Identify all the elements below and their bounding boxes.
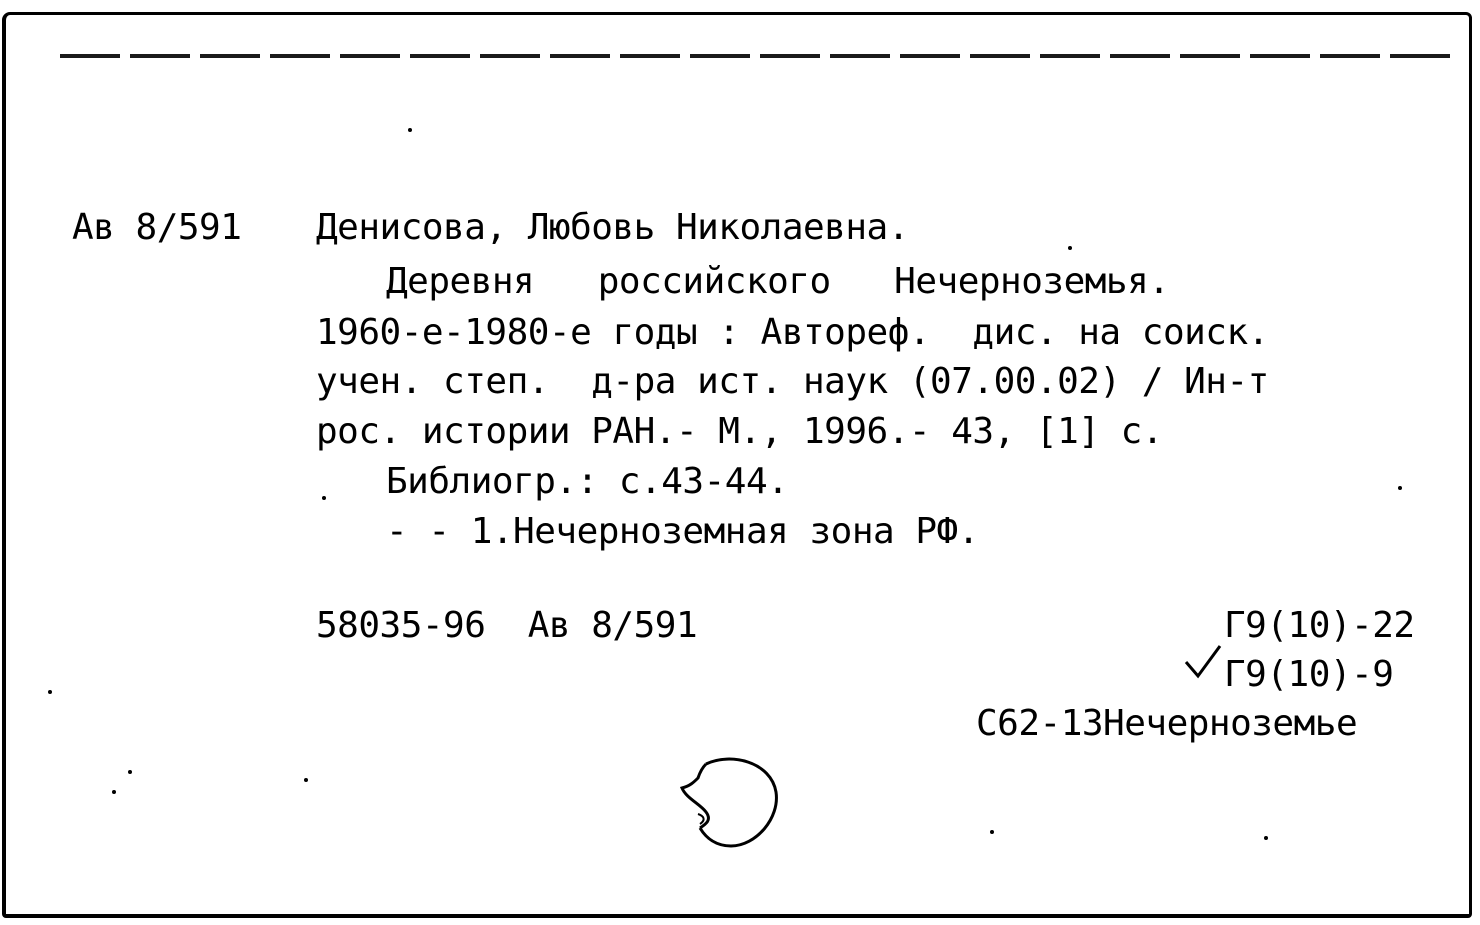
title-line-1: Деревня российского Нечерноземья. [386, 261, 1170, 302]
speck [128, 770, 132, 774]
speck [112, 790, 116, 794]
speck [990, 830, 994, 834]
check-mark-icon [1184, 644, 1224, 684]
classification-code-3: С62-13Нечерноземье [976, 703, 1358, 744]
speck [408, 128, 412, 132]
stamp-mark-icon [676, 754, 786, 854]
subject-heading: - - 1.Нечерноземная зона РФ. [386, 511, 979, 552]
speck [1264, 836, 1268, 840]
classification-code-2: Г9(10)-9 [1224, 654, 1394, 695]
title-line-3: учен. степ. д-ра ист. наук (07.00.02) / Ин-т [316, 361, 1269, 402]
speck [1068, 246, 1072, 250]
inventory-number: 58035-96 Ав 8/591 [316, 605, 698, 646]
title-line-4: рос. истории РАН.- М., 1996.- 43, [1] с. [316, 411, 1163, 452]
speck [322, 496, 326, 500]
classification-code-1: Г9(10)-22 [1224, 605, 1415, 646]
dashed-ruler-line [60, 54, 1460, 58]
title-line-2: 1960-е-1980-е годы : Автореф. дис. на соиск. [316, 312, 1269, 353]
speck [304, 778, 308, 782]
author-heading: Денисова, Любовь Николаевна. [316, 207, 909, 248]
bibliography-note: Библиогр.: с.43-44. [386, 461, 789, 502]
call-number: Ав 8/591 [72, 207, 242, 248]
speck [1398, 486, 1402, 490]
speck [48, 690, 52, 694]
